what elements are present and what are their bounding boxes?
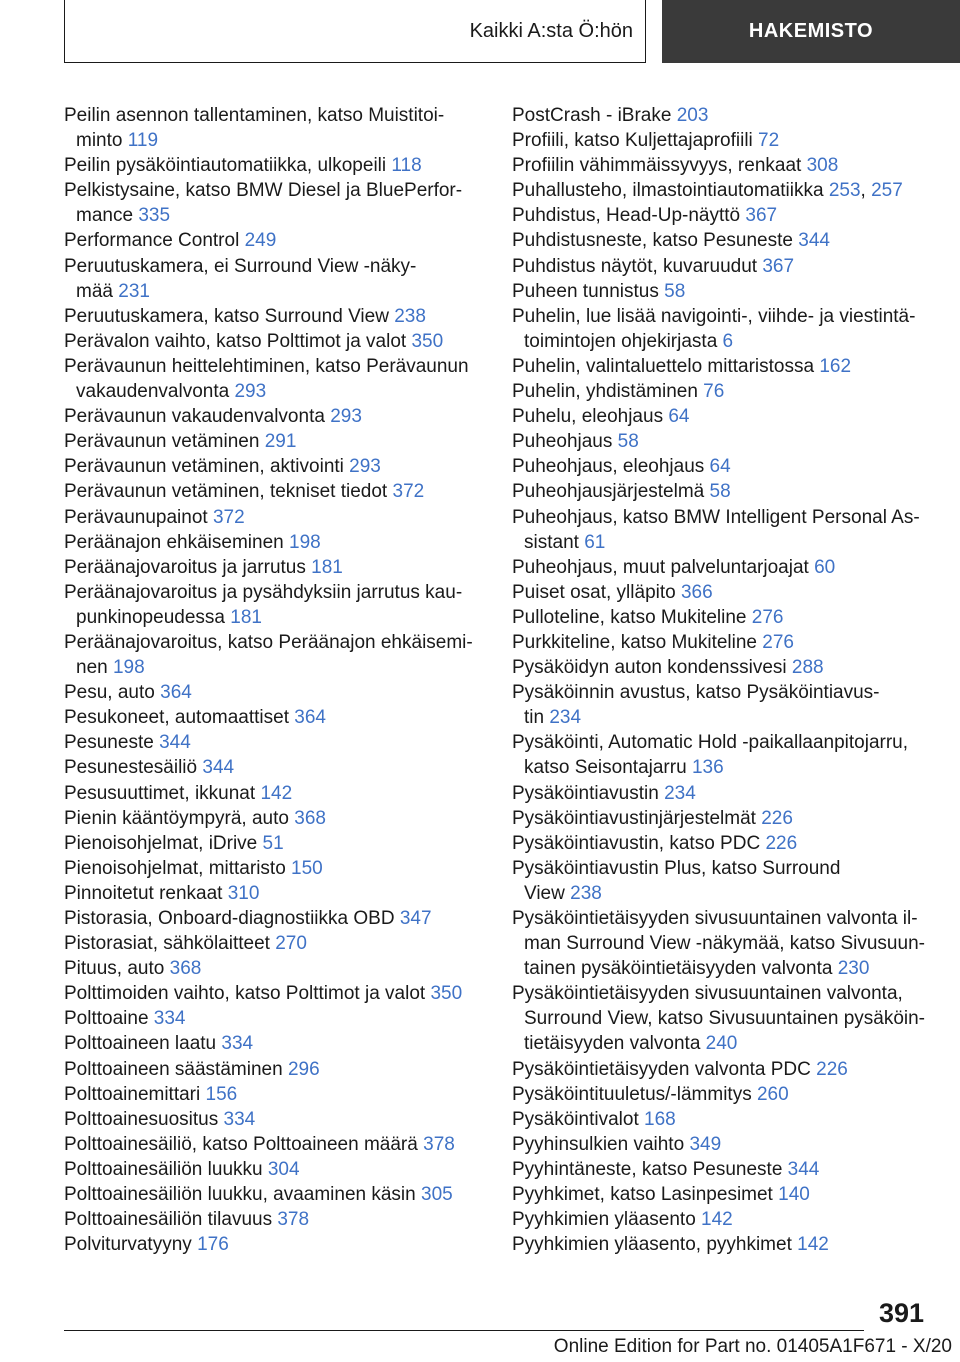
index-entry-text: Performance Control bbox=[64, 230, 240, 252]
index-column-left bbox=[64, 103, 484, 1257]
index-entry bbox=[512, 906, 932, 981]
page-link[interactable]: 378 bbox=[277, 1209, 310, 1231]
index-entry-text: sistant bbox=[524, 531, 579, 553]
index-entry-text: Pysäköintivalot bbox=[512, 1108, 639, 1130]
index-entry-text: Pienoisohjelmat, iDrive bbox=[64, 832, 258, 854]
index-entry-text: Perävaunun heittelehtiminen, katso Perävaunun bbox=[64, 355, 469, 377]
page-link[interactable]: 347 bbox=[399, 908, 432, 929]
index-entry bbox=[64, 228, 484, 253]
page-link[interactable]: 288 bbox=[791, 657, 824, 679]
page-link[interactable]: 136 bbox=[691, 757, 724, 779]
index-entry-text: Pysäköintiavustinjärjestelmät bbox=[512, 807, 756, 829]
index-entry bbox=[64, 429, 484, 454]
index-entry bbox=[512, 103, 932, 128]
index-entry-text: Pesu, auto bbox=[64, 682, 155, 704]
page-link[interactable]: 366 bbox=[680, 581, 713, 603]
index-entry-text: tin bbox=[524, 707, 545, 729]
index-tab-label: HAKEMISTO bbox=[748, 20, 874, 42]
page-link[interactable]: 344 bbox=[787, 1158, 820, 1180]
index-entry-text: Puhelin, yhdistäminen bbox=[512, 381, 698, 403]
index-entry-text: Pysäköinnin avustus, katso Pysäköintiavus- bbox=[512, 682, 880, 704]
index-entry bbox=[64, 755, 484, 780]
index-entry-text: man Surround View -näkymää, katso Sivusuun- bbox=[524, 933, 925, 955]
page-link[interactable]: 334 bbox=[221, 1033, 254, 1055]
page-link[interactable]: 119 bbox=[127, 130, 159, 152]
page-link[interactable]: 368 bbox=[169, 958, 202, 980]
index-entry bbox=[512, 605, 932, 630]
page-link[interactable]: 364 bbox=[160, 682, 192, 704]
index-entry bbox=[512, 781, 932, 806]
index-entry bbox=[512, 354, 932, 379]
index-entry bbox=[64, 831, 484, 856]
index-entry bbox=[512, 128, 932, 153]
index-entry bbox=[64, 1157, 484, 1182]
page-link[interactable]: 293 bbox=[234, 381, 267, 403]
index-entry-text: Pulloteline, katso Mukiteline bbox=[512, 606, 747, 628]
index-entry-text: Pysäköintietäisyyden valvonta PDC bbox=[512, 1058, 811, 1080]
index-entry-text: Pysäköintiavustin Plus, katso Surround bbox=[512, 857, 841, 879]
index-entry bbox=[64, 630, 484, 680]
index-entry bbox=[64, 881, 484, 906]
index-entry-text: Profiilin vähimmäissyvyys, renkaat bbox=[512, 155, 802, 177]
page-link[interactable]: 305 bbox=[421, 1184, 453, 1206]
page-link[interactable]: 291 bbox=[264, 431, 297, 453]
index-entry bbox=[64, 781, 484, 806]
page-link[interactable]: 378 bbox=[423, 1133, 455, 1155]
page-link[interactable]: 335 bbox=[138, 205, 171, 227]
index-entry-text: minto bbox=[76, 130, 123, 152]
page-link[interactable]: 162 bbox=[819, 355, 852, 377]
index-entry bbox=[64, 705, 484, 730]
page-link[interactable]: 226 bbox=[816, 1058, 848, 1080]
index-entry-text: Polttoainesäiliön tilavuus bbox=[64, 1209, 273, 1231]
page-link[interactable]: 304 bbox=[267, 1158, 300, 1180]
index-entry-text: Puheohjausjärjestelmä bbox=[512, 481, 705, 503]
page-link[interactable]: 58 bbox=[664, 280, 686, 302]
index-entry-text: Puheohjaus, katso BMW Intelligent Personal As- bbox=[512, 506, 920, 528]
page-link[interactable]: 142 bbox=[797, 1234, 829, 1256]
index-entry-text: Polttimoiden vaihto, katso Polttimot ja valot bbox=[64, 983, 426, 1005]
index-entry bbox=[64, 530, 484, 555]
index-entry bbox=[512, 379, 932, 404]
index-entry-text: Peräänajovaroitus ja pysähdyksiin jarrutus kau- bbox=[64, 581, 463, 603]
index-entry-text: View bbox=[524, 882, 565, 904]
index-entry bbox=[64, 856, 484, 881]
index-entry bbox=[64, 1057, 484, 1082]
index-entry bbox=[64, 103, 484, 153]
index-entry-text: Polttoaine bbox=[64, 1008, 149, 1030]
page-link[interactable]: 64 bbox=[668, 406, 690, 428]
index-entry bbox=[64, 1182, 484, 1207]
index-entry bbox=[64, 1207, 484, 1232]
index-entry bbox=[512, 981, 932, 1056]
index-entry-text: Surround View, katso Sivusuuntainen pysäköin- bbox=[524, 1008, 926, 1030]
index-column-right bbox=[512, 103, 932, 1257]
index-entry bbox=[512, 630, 932, 655]
index-entry-text: Puhdistusneste, katso Pesuneste bbox=[512, 230, 793, 252]
index-entry-text: Pesunestesäiliö bbox=[64, 757, 198, 779]
page-link[interactable]: 198 bbox=[112, 657, 145, 679]
index-entry bbox=[512, 153, 932, 178]
index-entry bbox=[64, 580, 484, 630]
index-entry-text: Puhelu, eleohjaus bbox=[512, 406, 664, 428]
page-link[interactable]: 344 bbox=[798, 230, 830, 252]
index-entry-text: vakaudenvalvonta bbox=[76, 381, 230, 403]
page-link[interactable]: 58 bbox=[709, 481, 731, 503]
page-link[interactable]: 238 bbox=[570, 882, 602, 904]
page-link[interactable]: 168 bbox=[644, 1108, 676, 1130]
index-entry bbox=[64, 479, 484, 504]
page-link[interactable]: 140 bbox=[778, 1184, 810, 1206]
index-entry-text: Peilin pysäköintiautomatiikka, ulkopeili bbox=[64, 155, 387, 177]
page-link[interactable]: 60 bbox=[814, 556, 836, 578]
index-entry-text: Polttoainesäiliö, katso Polttoaineen määrä bbox=[64, 1133, 418, 1155]
index-entry bbox=[512, 203, 932, 228]
index-entry-text: tainen pysäköintietäisyyden valvonta bbox=[524, 958, 833, 980]
index-entry bbox=[64, 956, 484, 981]
page-link[interactable]: 58 bbox=[617, 431, 639, 453]
index-entry-text: Peruutuskamera, katso Surround View bbox=[64, 305, 389, 327]
index-entry bbox=[512, 304, 932, 354]
page-link[interactable]: 156 bbox=[205, 1083, 238, 1105]
index-entry-text: Pienin kääntöympyrä, auto bbox=[64, 807, 289, 829]
index-entry-text: Polttoainemittari bbox=[64, 1083, 201, 1105]
index-entry bbox=[64, 304, 484, 329]
index-entry-text: Perävaunupainot bbox=[64, 506, 208, 528]
page-link[interactable]: 230 bbox=[837, 958, 870, 980]
index-entry bbox=[512, 1207, 932, 1232]
page-link[interactable]: 176 bbox=[197, 1234, 229, 1256]
index-entry-text: Puheen tunnistus bbox=[512, 280, 659, 302]
index-entry bbox=[64, 806, 484, 831]
page-link[interactable]: 142 bbox=[701, 1209, 733, 1231]
index-entry-text: Pesusuuttimet, ikkunat bbox=[64, 782, 256, 804]
index-entry-text: tietäisyyden valvonta bbox=[524, 1033, 701, 1055]
index-entry-text: mance bbox=[76, 205, 134, 227]
section-title: Kaikki A:sta Ö:hön bbox=[469, 19, 633, 42]
index-entry bbox=[64, 178, 484, 228]
index-entry bbox=[512, 1132, 932, 1157]
page-link[interactable]: 181 bbox=[311, 556, 343, 578]
index-entry-text: Pituus, auto bbox=[64, 958, 165, 980]
page-link[interactable]: 234 bbox=[549, 707, 582, 729]
page-link[interactable]: 350 bbox=[430, 983, 463, 1005]
page-link[interactable]: 276 bbox=[762, 631, 794, 653]
index-entry bbox=[512, 429, 932, 454]
index-entry bbox=[512, 655, 932, 680]
index-entry bbox=[512, 1157, 932, 1182]
page-link[interactable]: 349 bbox=[689, 1133, 722, 1155]
page-link[interactable]: 344 bbox=[159, 732, 191, 754]
index-entry-text: Polttoaineen säästäminen bbox=[64, 1058, 283, 1080]
index-entry bbox=[64, 1132, 484, 1157]
index-entry-text: Polviturvatyyny bbox=[64, 1234, 192, 1256]
index-entry bbox=[512, 856, 932, 906]
page-link[interactable]: 310 bbox=[227, 882, 260, 904]
page-link[interactable]: 231 bbox=[118, 280, 150, 302]
index-entry-text: Pesuneste bbox=[64, 732, 154, 754]
index-entry bbox=[512, 404, 932, 429]
page-link[interactable]: 249 bbox=[244, 230, 277, 252]
index-entry-text: Pysäköintiavustin bbox=[512, 782, 659, 804]
index-entry-text: Peräänajovaroitus, katso Peräänajon ehkäisemi- bbox=[64, 631, 473, 653]
index-entry-text: Peräänajovaroitus ja jarrutus bbox=[64, 556, 306, 578]
page-link[interactable]: 234 bbox=[664, 782, 696, 804]
index-entry bbox=[64, 981, 484, 1006]
page-link[interactable]: 372 bbox=[212, 506, 245, 528]
index-entry-text: Pysäköidyn auton kondenssivesi bbox=[512, 657, 787, 679]
index-entry bbox=[64, 555, 484, 580]
index-entry bbox=[64, 404, 484, 429]
index-entry-text: Purkkiteline, katso Mukiteline bbox=[512, 631, 757, 653]
index-tab[interactable] bbox=[662, 0, 960, 63]
index-entry-text: Pyyhkimien yläasento bbox=[512, 1209, 696, 1231]
index-entry-text: Puheohjaus bbox=[512, 431, 613, 453]
page-link[interactable]: 51 bbox=[262, 832, 284, 854]
index-entry-text: Polttoaineen laatu bbox=[64, 1033, 217, 1055]
page-link[interactable]: 253 bbox=[828, 180, 861, 202]
index-entry-text: Pysäköintietäisyyden sivusuuntainen valvonta, bbox=[512, 983, 903, 1005]
index-entry bbox=[512, 555, 932, 580]
index-entry bbox=[64, 680, 484, 705]
index-entry bbox=[512, 580, 932, 605]
index-entry-text: Polttoainesäiliön luukku, avaaminen käsin bbox=[64, 1184, 416, 1206]
page-link[interactable]: 308 bbox=[806, 155, 839, 177]
page-number: 391 bbox=[878, 1298, 924, 1328]
page-link[interactable]: 372 bbox=[392, 481, 425, 503]
index-entry-text: Pysäköintituuletus/-lämmitys bbox=[512, 1083, 752, 1105]
index-entry-text: Puheohjaus, muut palveluntarjoajat bbox=[512, 556, 809, 578]
page-link[interactable]: 142 bbox=[260, 782, 293, 804]
page-link[interactable]: 334 bbox=[223, 1108, 256, 1130]
index-entry bbox=[512, 479, 932, 504]
section-title-tab bbox=[64, 0, 646, 63]
page-link[interactable]: 260 bbox=[756, 1083, 789, 1105]
index-entry-text: Peruutuskamera, ei Surround View -näky- bbox=[64, 255, 417, 277]
index-entry-text: Pyyhkimien yläasento, pyyhkimet bbox=[512, 1234, 792, 1256]
index-entry-text: Puhelin, lue lisää navigointi-, viihde- ja viestintä- bbox=[512, 305, 916, 327]
index-entry-text: punkinopeudessa bbox=[76, 606, 225, 628]
page-link[interactable]: 344 bbox=[202, 757, 235, 779]
index-entry-text: Pienoisohjelmat, mittaristo bbox=[64, 857, 286, 879]
index-entry bbox=[512, 730, 932, 780]
index-entry: Puhallusteho, ilmastointiautomatiikka 253, 257 bbox=[512, 180, 903, 202]
page-link[interactable]: 293 bbox=[349, 456, 381, 478]
index-entry bbox=[64, 906, 484, 931]
page-link[interactable]: 350 bbox=[411, 330, 444, 352]
index-entry bbox=[512, 1057, 932, 1082]
page-link[interactable]: 293 bbox=[330, 406, 362, 428]
page-link[interactable]: 61 bbox=[584, 531, 606, 553]
index-entry-text: Peilin asennon tallentaminen, katso Muistitoi- bbox=[64, 105, 445, 126]
index-entry bbox=[64, 254, 484, 304]
index-entry bbox=[64, 730, 484, 755]
page-link[interactable]: 226 bbox=[761, 807, 793, 829]
page-link[interactable]: 150 bbox=[291, 857, 323, 879]
page-link[interactable]: 238 bbox=[394, 305, 426, 327]
index-entry-text: Puhelin, valintaluettelo mittaristossa bbox=[512, 355, 815, 377]
page-link[interactable]: 226 bbox=[765, 832, 798, 854]
index-entry bbox=[512, 454, 932, 479]
index-entry-text: Puiset osat, ylläpito bbox=[512, 581, 676, 603]
index-entry-text: Pistorasiat, sähkölaitteet bbox=[64, 933, 270, 955]
index-entry-text: Pysäköinti, Automatic Hold -paikallaanpitojarru, bbox=[512, 732, 909, 754]
page-link[interactable]: 276 bbox=[751, 606, 784, 628]
index-entry bbox=[64, 354, 484, 404]
index-entry bbox=[512, 806, 932, 831]
index-entry bbox=[64, 931, 484, 956]
index-entry-text: Pesukoneet, automaattiset bbox=[64, 707, 289, 729]
index-entry-text: Perävalon vaihto, katso Polttimot ja valot bbox=[64, 330, 407, 352]
index-entry-text: Pyyhinsulkien vaihto bbox=[512, 1133, 685, 1155]
page-link[interactable]: 181 bbox=[230, 606, 262, 628]
page-link[interactable]: 367 bbox=[762, 255, 795, 277]
index-entry-text: PostCrash - iBrake bbox=[512, 105, 672, 126]
page-link[interactable]: 76 bbox=[703, 381, 725, 403]
page-link[interactable]: 203 bbox=[676, 105, 709, 126]
page-link[interactable]: 118 bbox=[391, 155, 422, 177]
index-entry bbox=[512, 1082, 932, 1107]
page-link[interactable]: 334 bbox=[153, 1008, 186, 1030]
index-entry-text: Puheohjaus, eleohjaus bbox=[512, 456, 705, 478]
index-entry bbox=[64, 454, 484, 479]
footer-divider bbox=[64, 1330, 864, 1331]
index-entry bbox=[512, 1107, 932, 1132]
index-entry bbox=[64, 153, 484, 178]
page-link[interactable]: 257 bbox=[871, 180, 903, 202]
index-entry-text: Pyyhintäneste, katso Pesuneste bbox=[512, 1158, 783, 1180]
index-entry-text: Puhdistus näytöt, kuvaruudut bbox=[512, 255, 758, 277]
index-entry bbox=[64, 505, 484, 530]
page-link[interactable]: 367 bbox=[745, 205, 778, 227]
index-entry bbox=[64, 1232, 484, 1257]
index-entry bbox=[512, 279, 932, 304]
index-entry-text: toimintojen ohjekirjasta bbox=[524, 330, 718, 352]
index-entry-text: Peräänajon ehkäiseminen bbox=[64, 531, 284, 553]
index-entry bbox=[512, 505, 932, 555]
footer-edition-text: Online Edition for Part no. 01405A1F671 - X/20 bbox=[553, 1336, 952, 1357]
index-entry bbox=[64, 1082, 484, 1107]
index-entry-text: Pinnoitetut renkaat bbox=[64, 882, 223, 904]
index-entry-text: Perävaunun vetäminen bbox=[64, 431, 260, 453]
index-entry-text: Perävaunun vakaudenvalvonta bbox=[64, 406, 325, 428]
page-link[interactable]: 364 bbox=[294, 707, 326, 729]
index-entry-text: nen bbox=[76, 657, 108, 679]
index-entry-text: katso Seisontajarru bbox=[524, 757, 687, 779]
index-entry-text: mää bbox=[76, 280, 113, 302]
page-link[interactable]: 270 bbox=[275, 933, 307, 955]
page-link[interactable]: 72 bbox=[758, 130, 780, 152]
index-entry-text: Profiili, katso Kuljettajaprofiili bbox=[512, 130, 753, 152]
page-link[interactable]: 240 bbox=[705, 1033, 738, 1055]
index-entry-text: Pysäköintiavustin, katso PDC bbox=[512, 832, 761, 854]
page-link[interactable]: 6 bbox=[722, 330, 734, 352]
index-entry-text: Pyyhkimet, katso Lasinpesimet bbox=[512, 1184, 773, 1206]
index-entry-text: Pelkistysaine, katso BMW Diesel ja BluePerfor- bbox=[64, 180, 463, 202]
page-link[interactable]: 198 bbox=[289, 531, 321, 553]
page-link[interactable]: 368 bbox=[294, 807, 326, 829]
index-entry-text: Pysäköintietäisyyden sivusuuntainen valvonta il- bbox=[512, 908, 918, 929]
index-entry bbox=[512, 831, 932, 856]
index-entry-text: Puhdistus, Head-Up-näyttö bbox=[512, 205, 741, 227]
index-entry bbox=[512, 1182, 932, 1207]
index-entry-text: Perävaunun vetäminen, aktivointi bbox=[64, 456, 344, 478]
index-entry-text: Perävaunun vetäminen, tekniset tiedot bbox=[64, 481, 388, 503]
index-entry bbox=[512, 228, 932, 253]
index-entry-text: Polttoainesuositus bbox=[64, 1108, 219, 1130]
index-entry bbox=[64, 329, 484, 354]
index-entry bbox=[64, 1031, 484, 1056]
index-entry bbox=[512, 1232, 932, 1257]
page-link[interactable]: 64 bbox=[709, 456, 731, 478]
index-entry bbox=[512, 680, 932, 730]
index-entry-text: Pistorasia, Onboard-diagnostiikka OBD bbox=[64, 908, 395, 929]
index-entry bbox=[512, 254, 932, 279]
page-link[interactable]: 296 bbox=[287, 1058, 320, 1080]
index-entry-text: Puhallusteho, ilmastointiautomatiikka bbox=[512, 180, 824, 202]
index-entry bbox=[64, 1107, 484, 1132]
index-entry-text: Polttoainesäiliön luukku bbox=[64, 1158, 263, 1180]
index-entry bbox=[64, 1006, 484, 1031]
